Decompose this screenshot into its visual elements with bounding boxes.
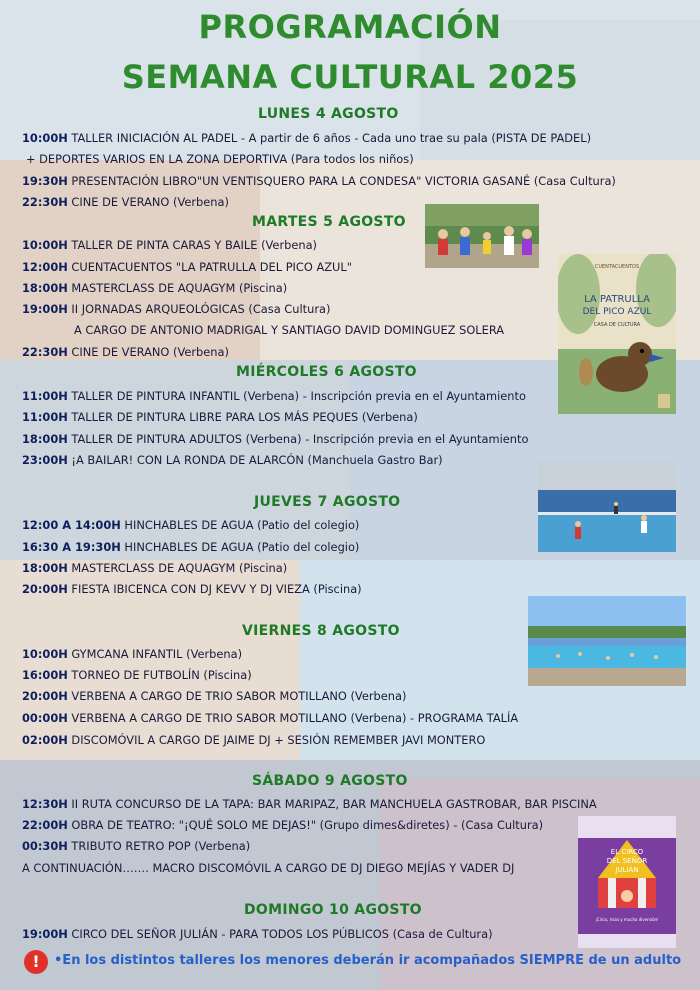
event-text: A CARGO DE ANTONIO MADRIGAL Y SANTIAGO DAVID DOMINGUEZ SOLERA [74, 323, 505, 337]
event-row [22, 927, 493, 941]
event-time: 22:30H [22, 345, 68, 359]
event-row [22, 432, 528, 446]
event-text: TALLER DE PINTURA INFANTIL (Verbena) - Inscripción previa en el Ayuntamiento [67, 389, 526, 403]
event-text: TALLER DE PINTA CARAS Y BAILE (Verbena) [67, 238, 318, 252]
event-time: 19:00H [22, 302, 68, 316]
event-row [22, 818, 543, 832]
event-text: PRESENTACIÓN LIBRO"UN VENTISQUERO PARA LA CONDESA" VICTORIA GASANÉ (Casa Cultura) [67, 174, 616, 188]
event-text: II RUTA CONCURSO DE LA TAPA: BAR MARIPAZ, BAR MANCHUELA GASTROBAR, BAR PISCINA [67, 797, 597, 811]
patrulla-poster-venue: CASA DE CULTURA [593, 322, 641, 328]
day-heading-jueves: JUEVES 7 AGOSTO [254, 494, 401, 510]
event-row [22, 260, 352, 274]
event-time: 02:00H [22, 733, 68, 747]
event-text: DISCOMÓVIL A CARGO DE JAIME DJ + SESIÓN REMEMBER JAVI MONTERO [67, 733, 486, 747]
event-text: CINE DE VERANO (Verbena) [67, 195, 229, 209]
event-text: HINCHABLES DE AGUA (Patio del colegio) [120, 540, 360, 554]
day-heading-sabado: SÁBADO 9 AGOSTO [252, 773, 408, 789]
day-heading-miercoles: MIÉRCOLES 6 AGOSTO [236, 364, 417, 380]
day-heading-lunes: LUNES 4 AGOSTO [258, 106, 399, 122]
event-time: 16:00H [22, 668, 68, 682]
event-row [22, 689, 406, 703]
event-text: II JORNADAS ARQUEOLÓGICAS (Casa Cultura) [67, 302, 331, 316]
page-title-line-2: SEMANA CULTURAL 2025 [121, 58, 579, 96]
event-row [22, 410, 418, 424]
patrulla-poster-title-a: LA PATRULLA [584, 294, 650, 305]
event-row [22, 345, 229, 359]
event-time: 10:00H [22, 131, 68, 145]
event-time: 12:00 A 14:00H [22, 518, 121, 532]
pool-photo [528, 596, 686, 686]
event-time: 20:00H [22, 582, 68, 596]
event-time: 22:00H [22, 818, 68, 832]
event-time: 10:00H [22, 647, 68, 661]
event-text: HINCHABLES DE AGUA (Patio del colegio) [120, 518, 360, 532]
circo-poster-title-b: DEL SEÑOR [606, 857, 648, 865]
day-heading-domingo: DOMINGO 10 AGOSTO [244, 902, 422, 918]
day-heading-viernes: VIERNES 8 AGOSTO [242, 623, 400, 639]
event-text: A CONTINUACIÓN……. MACRO DISCOMÓVIL A CARGO DE DJ DIEGO MEJÍAS Y VADER DJ [22, 861, 515, 875]
event-row [26, 152, 414, 166]
circo-poster-title-c: JULIÁN [615, 866, 639, 874]
event-time: 18:00H [22, 432, 68, 446]
event-time: 19:00H [22, 927, 68, 941]
event-row [22, 561, 287, 575]
event-time: 18:00H [22, 561, 68, 575]
event-row [22, 195, 229, 209]
event-row [22, 518, 359, 532]
event-time: 23:00H [22, 453, 68, 467]
event-time: 16:30 A 19:30H [22, 540, 121, 554]
event-text: VERBENA A CARGO DE TRIO SABOR MOTILLANO (Verbena) - PROGRAMA TALÍA [67, 711, 519, 725]
event-text: CIRCO DEL SEÑOR JULIÁN - PARA TODOS LOS PÚBLICOS (Casa de Cultura) [67, 927, 493, 941]
event-time: 19:30H [22, 174, 68, 188]
patrulla-poster-title-b: DEL PICO AZUL [582, 307, 652, 317]
event-row [22, 302, 330, 316]
event-row [22, 668, 252, 682]
patrulla-poster-top: CUENTACUENTOS [594, 264, 640, 270]
event-text: VERBENA A CARGO DE TRIO SABOR MOTILLANO (Verbena) [67, 689, 407, 703]
event-row [22, 238, 317, 252]
event-row [22, 174, 616, 188]
event-row [22, 861, 514, 875]
day-heading-martes: MARTES 5 AGOSTO [252, 214, 406, 230]
padel-photo [538, 462, 676, 552]
event-text: FIESTA IBICENCA CON DJ KEVV Y DJ VIEZA (Piscina) [67, 582, 362, 596]
footer-note: •En los distintos talleres los menores deberán ir acompañados SIEMPRE de un adulto [54, 953, 682, 968]
circo-poster-title-a: EL CIRCO [610, 848, 644, 856]
event-row [22, 711, 518, 725]
event-text: GYMCANA INFANTIL (Verbena) [67, 647, 243, 661]
alert-icon: ! [24, 950, 48, 974]
face-painting-photo [425, 204, 539, 268]
event-text: TORNEO DE FUTBOLÍN (Piscina) [67, 668, 252, 682]
event-row [22, 733, 485, 747]
event-time: 00:30H [22, 839, 68, 853]
event-row [22, 797, 597, 811]
event-text: TALLER DE PINTURA LIBRE PARA LOS MÁS PEQUES (Verbena) [67, 410, 418, 424]
event-row [22, 453, 443, 467]
event-text: ¡A BAILAR! CON LA RONDA DE ALARCÓN (Manchuela Gastro Bar) [67, 453, 443, 467]
event-row [22, 647, 242, 661]
event-text: MASTERCLASS DE AQUAGYM (Piscina) [67, 281, 288, 295]
event-text: TALLER INICIACIÓN AL PADEL - A partir de 6 años - Cada uno trae su pala (PISTA DE PADEL) [67, 131, 592, 145]
event-text: CINE DE VERANO (Verbena) [67, 345, 229, 359]
event-time: 18:00H [22, 281, 68, 295]
event-text: + DEPORTES VARIOS EN LA ZONA DEPORTIVA (Para todos los niños) [26, 152, 414, 166]
event-time: 12:00H [22, 260, 68, 274]
event-text: OBRA DE TEATRO: "¡QUÉ SOLO ME DEJAS!" (Grupo dimes&diretes) - (Casa Cultura) [67, 818, 544, 832]
event-row [22, 540, 359, 554]
event-row [74, 323, 504, 337]
event-time: 22:30H [22, 195, 68, 209]
event-text: MASTERCLASS DE AQUAGYM (Piscina) [67, 561, 288, 575]
event-time: 12:30H [22, 797, 68, 811]
circo-poster-slogan: ¡Circo, risas y mucha diversión! [595, 917, 659, 922]
event-time: 10:00H [22, 238, 68, 252]
event-time: 11:00H [22, 410, 68, 424]
event-row [22, 839, 250, 853]
patrulla-poster [558, 254, 676, 414]
event-text: TALLER DE PINTURA ADULTOS (Verbena) - Inscripción previa en el Ayuntamiento [67, 432, 529, 446]
event-text: CUENTACUENTOS "LA PATRULLA DEL PICO AZUL" [67, 260, 352, 274]
page-title-line-1: PROGRAMACIÓN [198, 8, 502, 46]
event-time: 00:00H [22, 711, 68, 725]
event-time: 20:00H [22, 689, 68, 703]
circo-poster [578, 816, 676, 948]
event-time: 11:00H [22, 389, 68, 403]
event-row [22, 131, 591, 145]
event-row [22, 281, 287, 295]
event-row [22, 389, 526, 403]
event-text: TRIBUTO RETRO POP (Verbena) [67, 839, 251, 853]
event-row [22, 582, 362, 596]
